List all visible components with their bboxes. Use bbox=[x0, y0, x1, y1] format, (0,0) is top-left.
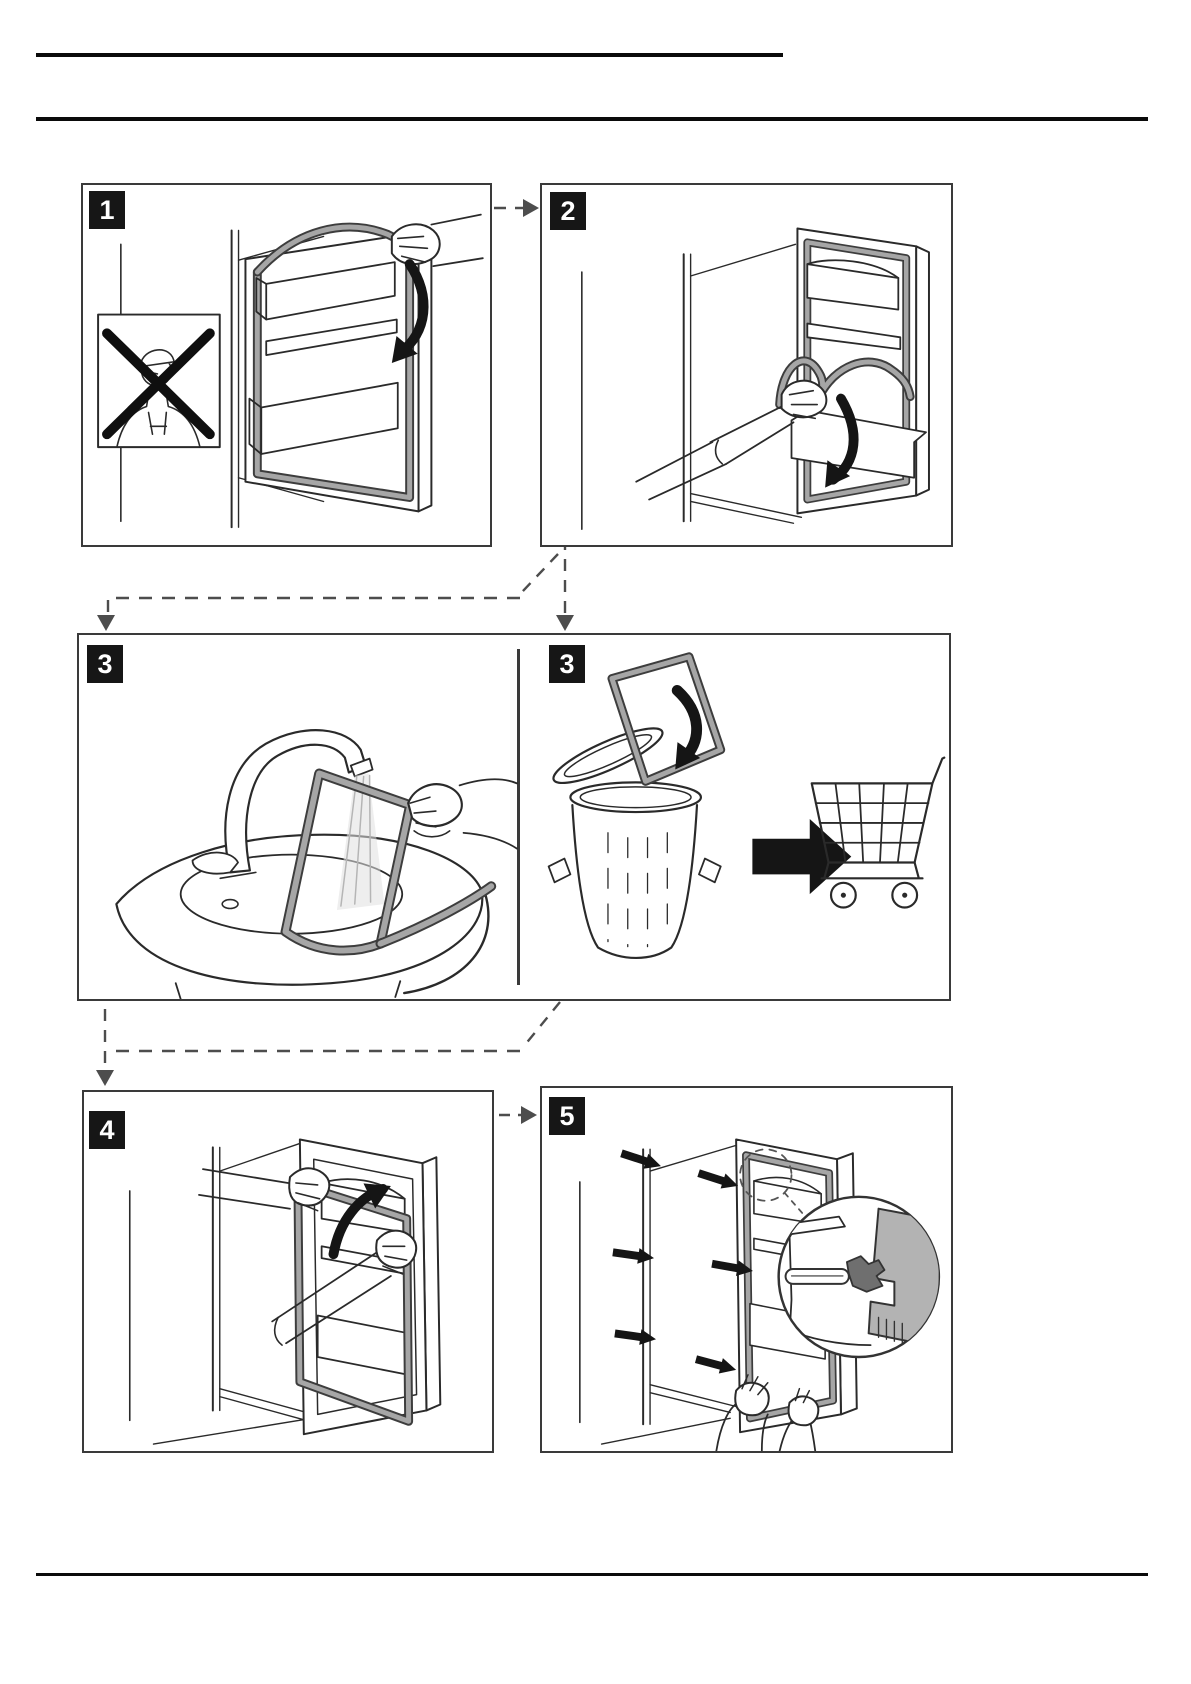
step2-illustration bbox=[542, 185, 951, 545]
step-number-badge bbox=[89, 1111, 125, 1149]
step-number: 5 bbox=[559, 1100, 575, 1131]
hand-upper bbox=[199, 1168, 329, 1210]
step-number: 3 bbox=[559, 648, 575, 679]
press-arrows bbox=[612, 1146, 755, 1378]
cabinet-wall bbox=[602, 1145, 737, 1444]
step-number: 1 bbox=[99, 194, 115, 225]
header-rule-short bbox=[36, 53, 783, 57]
no-technician-inset bbox=[98, 315, 220, 448]
magnifier-detail bbox=[779, 1197, 941, 1357]
hand bbox=[408, 779, 517, 849]
connector-step2-to-step3-discard bbox=[556, 538, 574, 631]
shopping-cart-icon bbox=[812, 758, 945, 908]
block-arrow-right-icon bbox=[752, 819, 851, 894]
gasket-pin bbox=[786, 1269, 849, 1284]
connector-step2-to-step3-wash bbox=[97, 554, 558, 631]
step-number: 2 bbox=[560, 195, 576, 226]
step5-illustration bbox=[542, 1088, 951, 1451]
step-panel-4 bbox=[82, 1090, 494, 1453]
door-frame-section bbox=[869, 1209, 941, 1347]
connector-step1-to-step2 bbox=[494, 199, 539, 217]
step3-illustration bbox=[79, 635, 949, 999]
header-rule-full bbox=[36, 117, 1148, 121]
step-number: 3 bbox=[97, 648, 113, 679]
step-panel-2 bbox=[540, 183, 953, 547]
step-panel-1 bbox=[81, 183, 492, 547]
discard-gasket-scene bbox=[548, 657, 944, 958]
wash-gasket-scene bbox=[116, 730, 517, 999]
step-number: 4 bbox=[99, 1114, 115, 1145]
step-number-badge bbox=[89, 191, 125, 229]
step-panel-3 bbox=[77, 633, 951, 1001]
connector-step3-discard-to-step4 bbox=[115, 1002, 560, 1051]
step1-illustration bbox=[83, 185, 490, 545]
step4-illustration bbox=[84, 1092, 492, 1451]
step-panel-5 bbox=[540, 1086, 953, 1453]
hand bbox=[392, 215, 483, 266]
step-number-badge bbox=[87, 645, 123, 683]
step-number-badge bbox=[549, 645, 585, 683]
gasket-foot-section bbox=[847, 1256, 885, 1292]
gasket-frame bbox=[612, 657, 721, 782]
connector-step3-wash-to-step4 bbox=[96, 988, 114, 1086]
step-number-badge bbox=[550, 192, 586, 230]
connector-step4-to-step5 bbox=[499, 1106, 537, 1124]
step-number-badge bbox=[549, 1097, 585, 1135]
footer-rule bbox=[36, 1573, 1148, 1576]
